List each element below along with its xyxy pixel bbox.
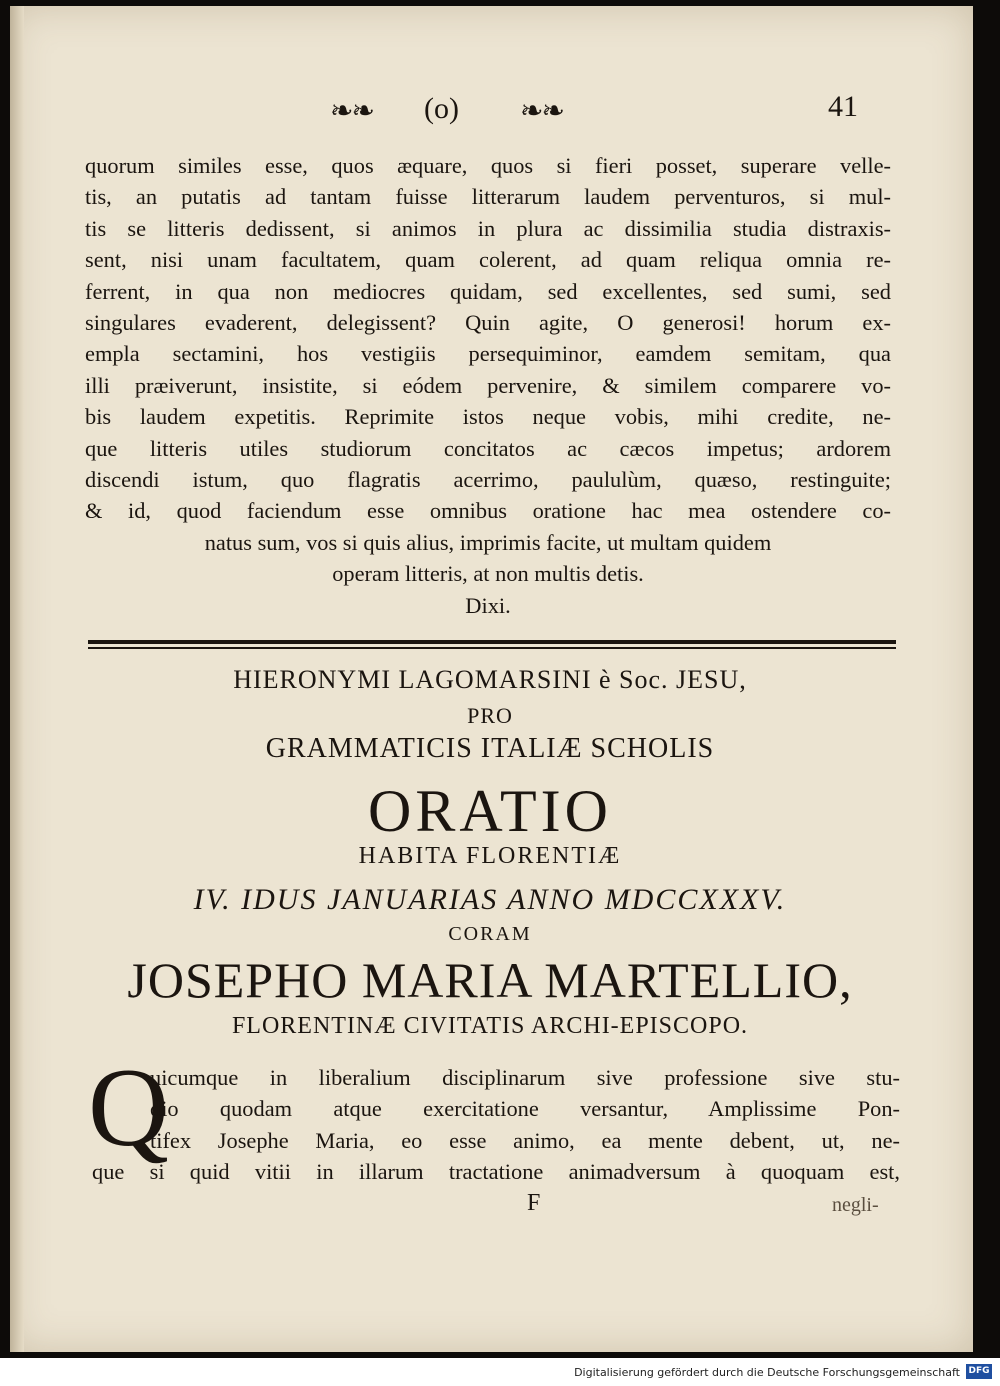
oration-title-block xyxy=(85,665,895,1049)
text-line: ferrent, in qua non mediocres quidam, sed excellentes, sed sumi, sed xyxy=(85,278,891,304)
text-line: singulares evaderent, delegissent? Quin agite, O generosi! horum ex- xyxy=(85,310,891,336)
running-head-center: (o) xyxy=(424,92,459,125)
dfg-logo-icon: DFG xyxy=(966,1364,992,1379)
closing-word: Dixi. xyxy=(465,592,511,618)
drop-cap: Q xyxy=(88,1046,169,1170)
page-number: 41 xyxy=(828,90,858,123)
title-coram: CORAM xyxy=(448,923,532,945)
text-line: que si quid vitii in illarum tractatione animadversum à quoquam est, xyxy=(92,1159,900,1185)
text-line: tifex Josephe Maria, eo esse animo, ea mente debent, ut, ne- xyxy=(150,1127,900,1153)
title-oratio: ORATIO xyxy=(368,778,612,844)
text-line: operam litteris, at non multis detis. xyxy=(332,561,644,587)
text-line: & id, quod faciendum esse omnibus oratione hac mea ostendere co- xyxy=(85,498,891,524)
footer-credit: Digitalisierung gefördert durch die Deutsche Forschungsgemeinschaft xyxy=(574,1366,960,1379)
text-line: tis se litteris dedissent, si animos in plura ac dissimilia studia distraxis- xyxy=(85,215,891,241)
text-line: bis laudem expetitis. Reprimite istos neque vobis, mihi credite, ne- xyxy=(85,404,891,430)
text-line: illi præiverunt, insistite, si eódem pervenire, & similem comparere vo- xyxy=(85,372,891,398)
title-pro: PRO xyxy=(467,703,513,728)
divider-rule-thick xyxy=(88,640,896,644)
text-line: discendi istum, quo flagratis acerrimo, paululùm, quæso, restinguite; xyxy=(85,467,891,493)
catchword: negli- xyxy=(832,1194,879,1216)
ornament-left: ❧❧ xyxy=(330,96,373,127)
text-line: uicumque in liberalium disciplinarum sive professione sive stu- xyxy=(150,1065,900,1090)
text-line: dio quodam atque exercitatione versantur, Amplissime Pon- xyxy=(150,1096,900,1122)
text-line: que litteris utiles studiorum concitatos ac cæcos impetus; ardorem xyxy=(85,435,891,461)
title-date: IV. IDUS JANUARIAS ANNO MDCCXXXV. xyxy=(193,883,787,916)
signature-mark: F xyxy=(527,1190,541,1216)
text-line: sent, nisi unam facultatem, quam colerent, ad quam reliqua omnia re- xyxy=(85,247,891,273)
ornament-right: ❧❧ xyxy=(520,96,563,127)
oration-opening xyxy=(92,1062,900,1188)
title-place: HABITA FLORENTIÆ xyxy=(358,843,622,869)
title-dedicatee: JOSEPHO MARIA MARTELLIO, xyxy=(127,952,853,1008)
title-subject: GRAMMATICIS ITALIÆ SCHOLIS xyxy=(265,733,715,764)
page-spine-shadow xyxy=(10,6,24,1352)
text-line: empla sectamini, hos vestigiis persequiminor, eamdem semitam, qua xyxy=(85,341,891,367)
author-line: HIERONYMI LAGOMARSINI è Soc. JESU, xyxy=(233,665,747,694)
title-office: FLORENTINÆ CIVITATIS ARCHI-EPISCOPO. xyxy=(231,1013,749,1039)
preceding-text xyxy=(85,150,891,621)
divider-rule-thin xyxy=(88,647,896,649)
running-head xyxy=(0,90,963,132)
text-line: tis, an putatis ad tantam fuisse litterarum laudem perventuros, si mul- xyxy=(85,184,891,210)
text-line: natus sum, vos si quis alius, imprimis facite, ut multam quidem xyxy=(204,529,772,555)
text-line: quorum similes esse, quos æquare, quos si fieri posset, superare velle- xyxy=(85,153,891,178)
